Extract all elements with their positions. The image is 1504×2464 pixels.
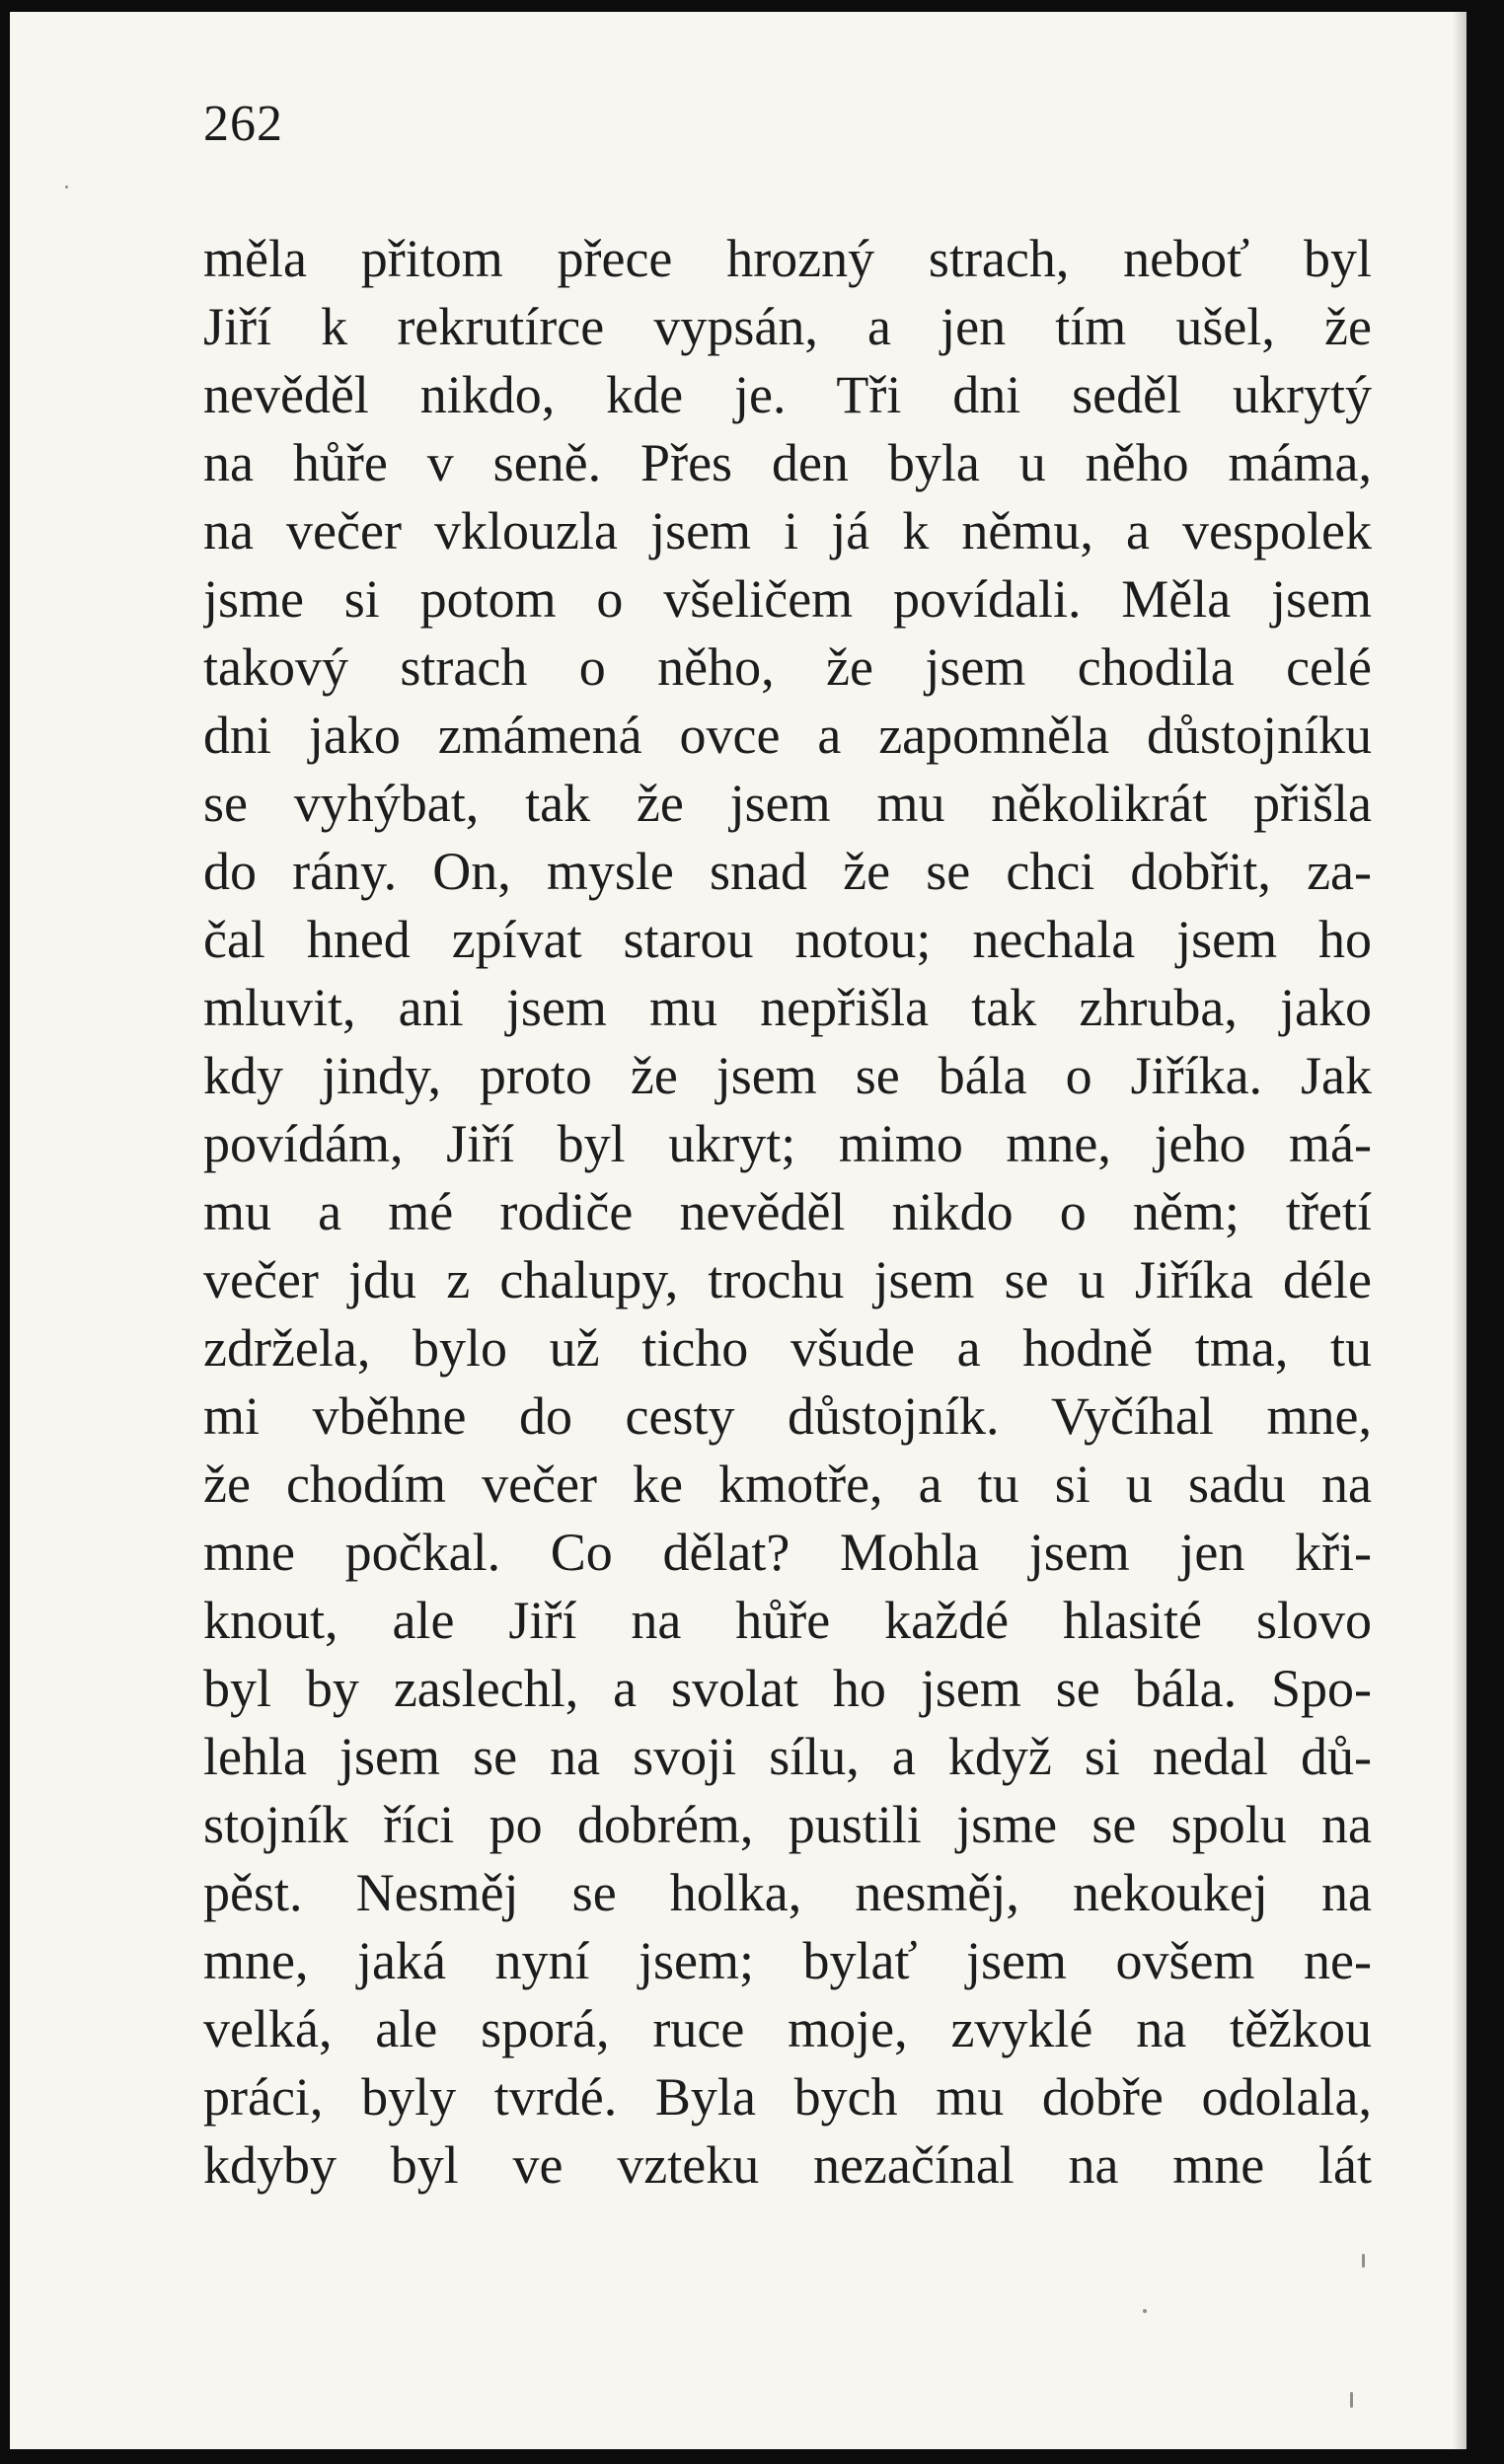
text-line: nevěděl nikdo, kde je. Tři dni seděl ukrytý bbox=[203, 365, 1372, 424]
text-line: mne, jaká nyní jsem; bylať jsem ovšem ne- bbox=[203, 1931, 1372, 1990]
text-line: mu a mé rodiče nevěděl nikdo o něm; třetí bbox=[203, 1182, 1372, 1241]
text-line: takový strach o něho, že jsem chodila celé bbox=[203, 637, 1372, 697]
text-line: do rány. On, mysle snad že se chci dobřit, za- bbox=[203, 842, 1372, 901]
text-line: dni jako zmámená ovce a zapomněla důstojníku bbox=[203, 706, 1372, 765]
text-line: Jiří k rekrutírce vypsán, a jen tím ušel, že bbox=[203, 297, 1372, 356]
text-line: zdržela, bylo už ticho všude a hodně tma, tu bbox=[203, 1318, 1372, 1378]
text-line: kdy jindy, proto že jsem se bála o Jiříka. Jak bbox=[203, 1046, 1372, 1105]
scan-speck bbox=[1362, 2254, 1365, 2268]
text-line: lehla jsem se na svoji sílu, a když si nedal dů- bbox=[203, 1727, 1372, 1786]
book-page bbox=[10, 12, 1466, 2449]
scan-speck bbox=[1350, 2392, 1353, 2408]
text-line: jsme si potom o všeličem povídali. Měla jsem bbox=[203, 569, 1372, 629]
text-line: mluvit, ani jsem mu nepřišla tak zhruba, jako bbox=[203, 978, 1372, 1037]
text-line: na hůře v seně. Přes den byla u něho máma, bbox=[203, 433, 1372, 492]
text-line: mi vběhne do cesty důstojník. Vyčíhal mne, bbox=[203, 1386, 1372, 1446]
text-line: měla přitom přece hrozný strach, neboť byl bbox=[203, 229, 1372, 288]
scan-speck bbox=[1143, 2309, 1147, 2313]
text-line: večer jdu z chalupy, trochu jsem se u Jiříka déle bbox=[203, 1250, 1372, 1309]
text-line: mne počkal. Co dělat? Mohla jsem jen kři- bbox=[203, 1523, 1372, 1582]
text-line: velká, ale sporá, ruce moje, zvyklé na těžkou bbox=[203, 1999, 1372, 2058]
text-line: byl by zaslechl, a svolat ho jsem se bála. Spo- bbox=[203, 1659, 1372, 1718]
text-line: kdyby byl ve vzteku nezačínal na mne lát bbox=[203, 2135, 1372, 2195]
text-line: se vyhýbat, tak že jsem mu několikrát přišla bbox=[203, 774, 1372, 833]
text-line: povídám, Jiří byl ukryt; mimo mne, jeho má- bbox=[203, 1114, 1372, 1173]
text-line: pěst. Nesměj se holka, nesměj, nekoukej na bbox=[203, 1863, 1372, 1922]
text-line: práci, byly tvrdé. Byla bych mu dobře odolala, bbox=[203, 2067, 1372, 2127]
text-line: stojník říci po dobrém, pustili jsme se spolu na bbox=[203, 1795, 1372, 1854]
text-line: čal hned zpívat starou notou; nechala jsem ho bbox=[203, 910, 1372, 969]
scan-speck bbox=[65, 186, 68, 188]
page-number: 262 bbox=[203, 96, 283, 152]
text-line: že chodím večer ke kmotře, a tu si u sadu na bbox=[203, 1455, 1372, 1514]
page-edge-shadow bbox=[1453, 12, 1466, 2449]
text-line: na večer vklouzla jsem i já k němu, a vespolek bbox=[203, 501, 1372, 560]
body-text bbox=[203, 225, 1372, 2200]
text-line: knout, ale Jiří na hůře každé hlasité slovo bbox=[203, 1591, 1372, 1650]
